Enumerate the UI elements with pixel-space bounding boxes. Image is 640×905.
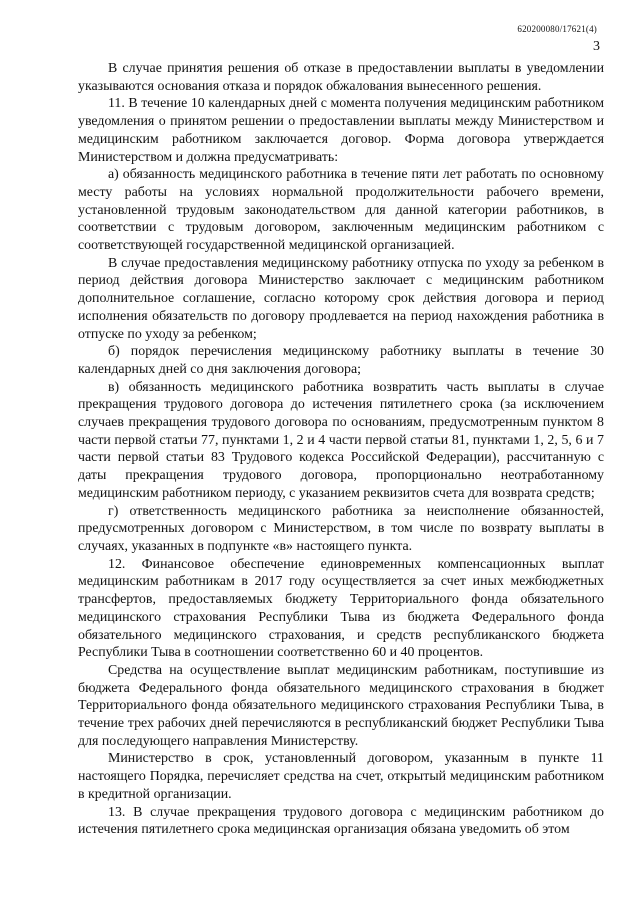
paragraph-12-funds: Средства на осуществление выплат медицинским работникам, поступившие из бюджета Федерального фонда обязательного медицинского страхования в бюджет Территориального фонда обязательного медицинского страхования Республики Тыва, в течение трех рабочих дней перечисляются в республиканский бюджет Республики Тыва для последующего направления Министерству. xyxy=(78,662,604,749)
paragraph-11: 11. В течение 10 календарных дней с момента получения медицинским работником уведомления о принятом решении о предоставлении выплаты между Министерством и медицинским работником заключается договор. Форма договора утверждается Министерством и должна предусматривать: xyxy=(78,96,604,165)
paragraph-12-ministry: Министерство в срок, установленный договором, указанным в пункте 11 настоящего Порядка, перечисляет средства на счет, открытый медицинским работником в кредитной организации. xyxy=(78,751,604,802)
document-body xyxy=(78,60,604,839)
paragraph-11-v: в) обязанность медицинского работника возвратить часть выплаты в случае прекращения трудового договора до истечения пятилетнего срока (за исключением случаев прекращения трудового договора по основаниям, предусмотренным пунктом 8 части первой статьи 77, пунктами 1, 2 и 4 части первой статьи 81, пунктами 1, 2, 5, 6 и 7 части первой статьи 83 Трудового кодекса Российской Федерации), рассчитанную с даты прекращения трудового договора, пропорционально неотработанному медицинским работником периоду, с указанием реквизитов счета для возврата средств; xyxy=(78,379,604,501)
paragraph-11-a: а) обязанность медицинского работника в течение пяти лет работать по основному месту работы на условиях нормальной продолжительности рабочего времени, установленной трудовым законодательством для данной категории работников, в соответствии с трудовым договором, заключенным медицинским работником с соответствующей государственной медицинской организацией. xyxy=(78,167,604,254)
paragraph-refusal-notice: В случае принятия решения об отказе в предоставлении выплаты в уведомлении указываются основания отказа и порядок обжалования вынесенного решения. xyxy=(78,61,604,94)
paragraph-11-b: б) порядок перечисления медицинскому работнику выплаты в течение 30 календарных дней со дня заключения договора; xyxy=(78,344,604,377)
paragraph-13: 13. В случае прекращения трудового договора с медицинским работником до истечения пятилетнего срока медицинская организация обязана уведомить об этом xyxy=(78,804,604,838)
paragraph-11-a-leave: В случае предоставления медицинскому работнику отпуска по уходу за ребенком в период действия договора Министерство заключает с медицинским работником дополнительное соглашение, согласно которому срок действия договора и период исполнения обязательств по договору продлевается на период нахождения работника в отпуске по уходу за ребенком; xyxy=(78,255,604,342)
paragraph-11-g: г) ответственность медицинского работника за неисполнение обязанностей, предусмотренных договором с Министерством, в том числе по возврату выплаты в случаях, указанных в подпункте «в» настоящего пункта. xyxy=(78,503,604,554)
document-code: 620200080/17621(4) xyxy=(517,24,597,34)
paragraph-12: 12. Финансовое обеспечение единовременных компенсационных выплат медицинским работникам в 2017 году осуществляется за счет иных межбюджетных трансфертов, предоставляемых бюджету Территориального фонда обязательного медицинского страхования Республики Тыва из бюджета Федерального фонда обязательного медицинского страхования, и средств республиканского бюджета Республики Тыва в соотношении соответственно 60 и 40 процентов. xyxy=(78,556,604,661)
page-number: 3 xyxy=(593,39,600,54)
